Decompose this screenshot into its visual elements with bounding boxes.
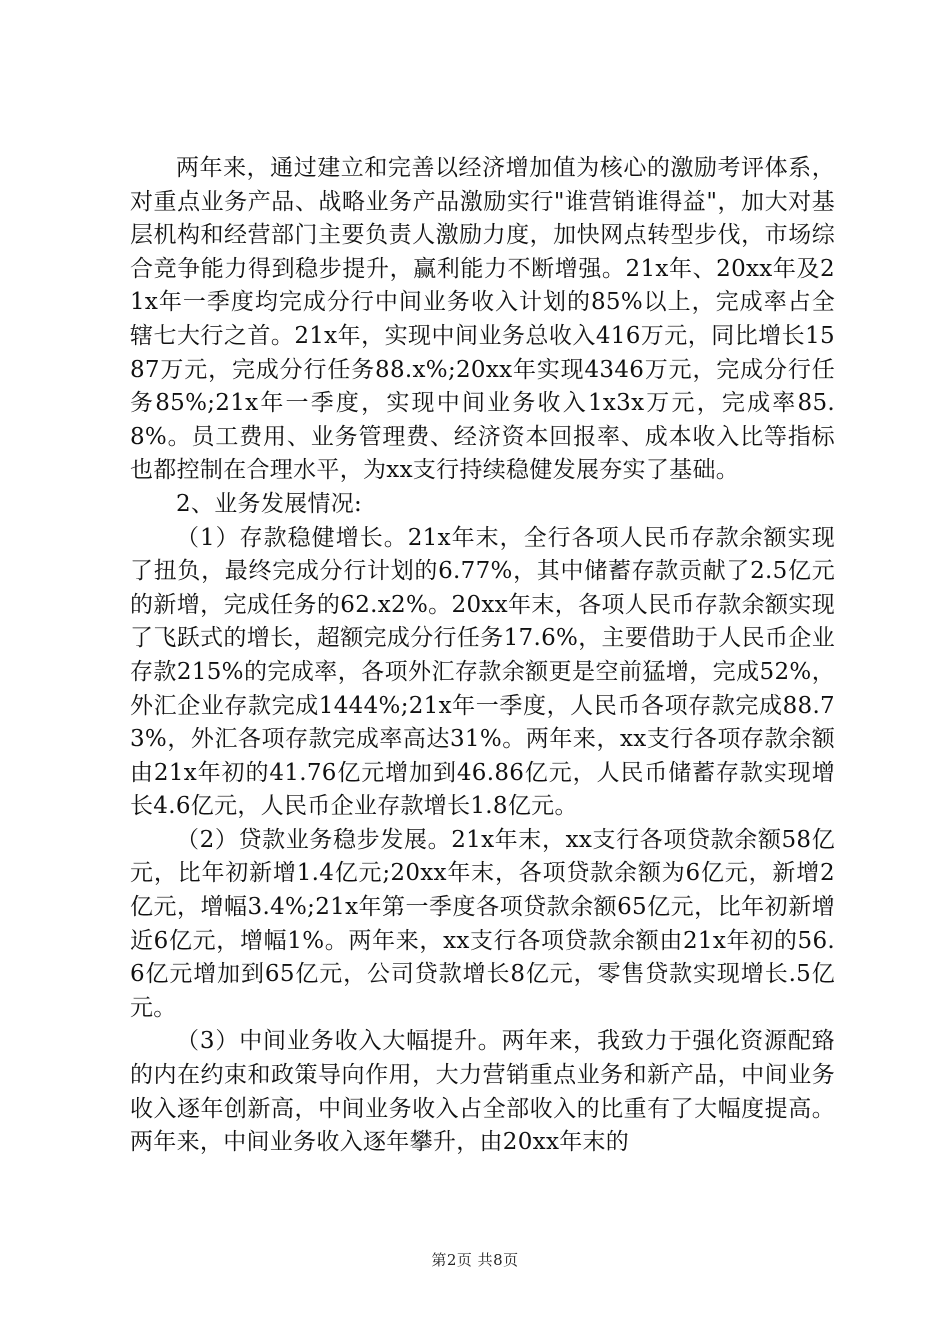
paragraph-deposits: （1）存款稳健增长。21x年末，全行各项人民币存款余额实现了扭负，最终完成分行计划的6.77%，其中储蓄存款贡献了2.5亿元的新增，完成任务的62.x2%。20xx年末，各项人民币存款余额实现了飞跃式的增长，超额完成分行任务17.6%，主要借助于人民币企业存款215%的完成率，各项外汇存款余额更是空前猛增，完成52%，外汇企业存款完成1444%;21x年一季度，人民币各项存款完成88.73%，外汇各项存款完成率高达31%。两年来，xx支行各项存款余额由21x年初的41.76亿元增加到46.86亿元，人民币储蓄存款实现增长4.6亿元，人民币企业存款增长1.8亿元。: [130, 524, 835, 820]
paragraph-incentive-summary: 两年来，通过建立和完善以经济增加值为核心的激励考评体系，对重点业务产品、战略业务产品激励实行"谁营销谁得益"，加大对基层机构和经营部门主要负责人激励力度，加快网点转型步伐，市场综合竞争能力得到稳步提升，赢利能力不断增强。21x年、20xx年及21x年一季度均完成分行中间业务收入计划的85%以上，完成率占全辖七大行之首。21x年，实现中间业务总收入416万元，同比增长1587万元，完成分行任务88.x%;20xx年实现4346万元，完成分行任务85%;21x年一季度，实现中间业务收入1x3x万元，完成率85.8%。员工费用、业务管理费、经济资本回报率、成本收入比等指标也都控制在合理水平，为xx支行持续稳健发展夯实了基础。: [130, 155, 835, 484]
page-number-footer: 第2页 共8页: [431, 1251, 519, 1269]
document-body: [130, 152, 835, 1160]
section-heading-business-development: 2、业务发展情况:: [176, 490, 363, 517]
paragraph-loans: （2）贷款业务稳步发展。21x年末，xx支行各项贷款余额58亿元，比年初新增1.4亿元;20xx年末，各项贷款余额为6亿元，新增2亿元，增幅3.4%;21x年第一季度各项贷款余额65亿元，比年初新增近6亿元，增幅1%。两年来，xx支行各项贷款余额由21x年初的56.6亿元增加到65亿元，公司贷款增长8亿元，零售贷款实现增长.5亿元。: [130, 826, 835, 1021]
paragraph-intermediate-income: （3）中间业务收入大幅提升。两年来，我致力于强化资源配臵的内在约束和政策导向作用，大力营销重点业务和新产品，中间业务收入逐年创新高，中间业务收入占全部收入的比重有了大幅度提高。两年来，中间业务收入逐年攀升，由20xx年末的: [130, 1028, 835, 1156]
